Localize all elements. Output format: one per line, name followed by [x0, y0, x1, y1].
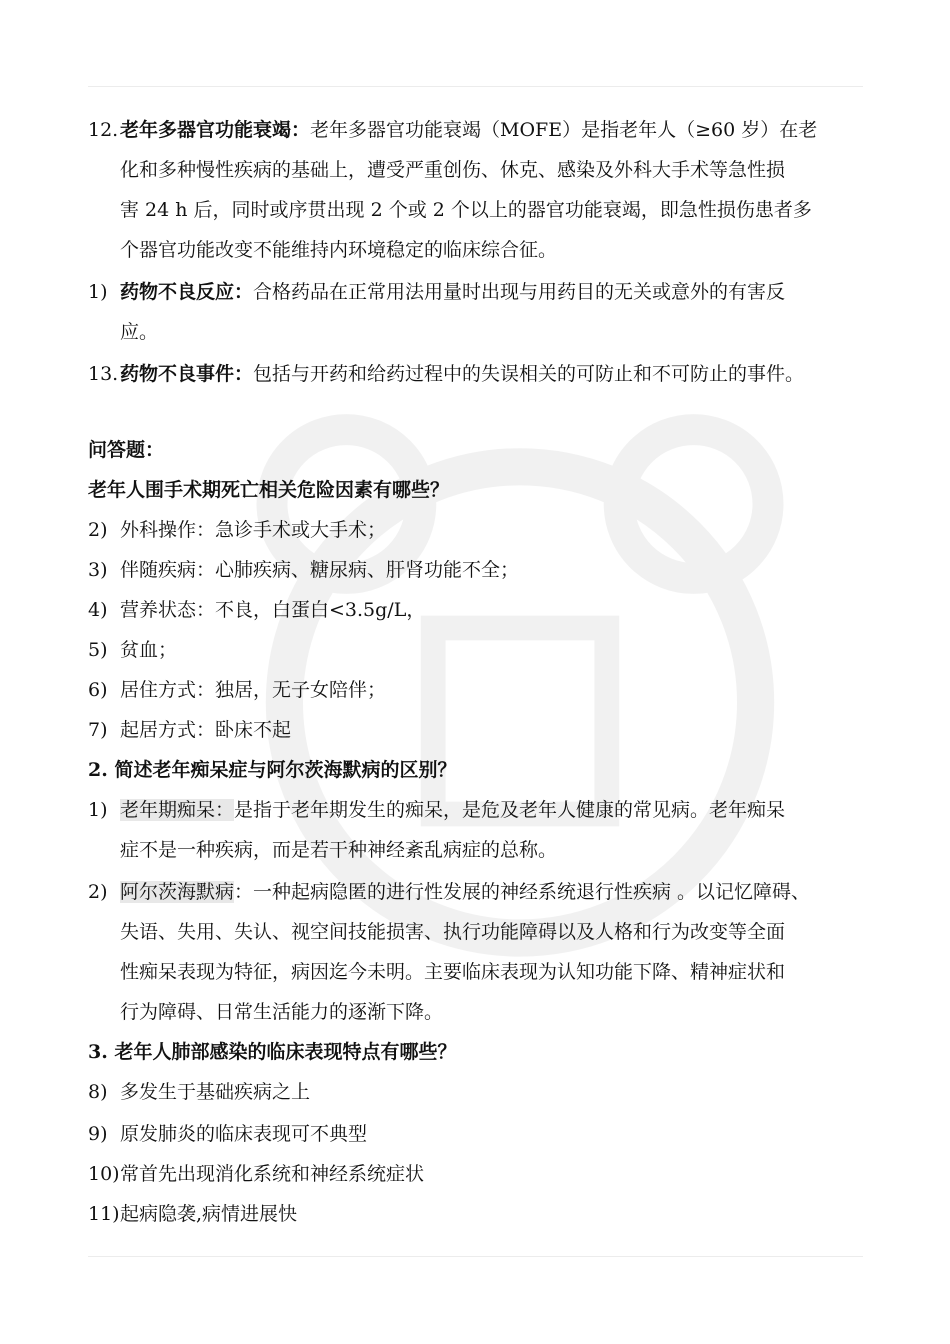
list-item — [88, 798, 785, 822]
definition-12-line-1 — [88, 118, 817, 142]
list-item — [88, 880, 810, 904]
list-item — [88, 678, 386, 702]
item-number: 12. — [88, 119, 119, 141]
item-number: 4) — [88, 599, 108, 621]
definition-13-line-1 — [88, 362, 804, 386]
highlighted-term: 老年期痴呆： — [120, 799, 235, 821]
definition-1-line-1 — [88, 280, 785, 304]
list-item-continuation: 症不是一种疾病，而是若干种神经紊乱病症的总称。 — [120, 839, 558, 861]
item-number: 13. — [88, 363, 119, 385]
definition-12-line-4: 个器官功能改变不能维持内环境稳定的临床综合征。 — [120, 239, 558, 261]
question-1-title: 老年人围手术期死亡相关危险因素有哪些？ — [88, 479, 450, 501]
item-number: 8) — [88, 1081, 108, 1103]
item-text: 营养状态：不良，白蛋白<3.5g/L， — [120, 599, 426, 621]
list-item — [88, 1162, 424, 1186]
list-item — [88, 598, 425, 622]
list-item-continuation: 性痴呆表现为特征，病因迄今未明。主要临床表现为认知功能下降、精神症状和 — [120, 961, 786, 983]
header-rule — [88, 86, 863, 87]
list-item — [88, 558, 519, 582]
qa-heading: 问答题： — [88, 439, 165, 461]
item-text: 起居方式：卧床不起 — [120, 719, 292, 741]
definition-term: 药物不良事件： — [120, 363, 254, 385]
item-number: 6) — [88, 679, 108, 701]
definition-12-line-3: 害 24 h 后，同时或序贯出现 2 个或 2 个以上的器官功能衰竭，即急性损伤患者多 — [120, 199, 812, 221]
definition-term: 药物不良反应： — [120, 281, 254, 303]
definition-text: 合格药品在正常用法用量时出现与用药目的无关或意外的有害反 — [253, 281, 786, 303]
definition-12-line-2: 化和多种慢性疾病的基础上，遭受严重创伤、休克、感染及外科大手术等急性损 — [120, 159, 786, 181]
list-item-continuation: 行为障碍、日常生活能力的逐渐下降。 — [120, 1001, 444, 1023]
item-text: 原发肺炎的临床表现可不典型 — [120, 1123, 368, 1145]
item-number: 2) — [88, 519, 108, 541]
item-text: ：一种起病隐匿的进行性发展的神经系统退行性疾病 。以记忆障碍、 — [234, 881, 811, 903]
list-item-continuation: 失语、失用、失认、视空间技能损害、执行功能障碍以及人格和行为改变等全面 — [120, 921, 786, 943]
definition-text: 包括与开药和给药过程中的失误相关的可防止和不可防止的事件。 — [253, 363, 805, 385]
item-number: 7) — [88, 719, 108, 741]
item-number: 3) — [88, 559, 108, 581]
item-text: 常首先出现消化系统和神经系统症状 — [120, 1163, 425, 1185]
item-number: 1) — [88, 281, 108, 303]
item-number: 5) — [88, 639, 108, 661]
list-item — [88, 518, 386, 542]
item-number: 2) — [88, 881, 108, 903]
definition-term: 老年多器官功能衰竭： — [120, 119, 311, 141]
highlighted-term: 阿尔茨海默病 — [120, 881, 235, 903]
item-text: 居住方式：独居，无子女陪伴； — [120, 679, 387, 701]
list-item — [88, 1080, 310, 1104]
item-text: 伴随疾病：心肺疾病、糖尿病、肝肾功能不全； — [120, 559, 520, 581]
question-3-title: 3. 老年人肺部感染的临床表现特点有哪些？ — [88, 1041, 457, 1063]
item-number: 1) — [88, 799, 108, 821]
definition-1-line-2: 应。 — [120, 321, 159, 343]
definition-text: 老年多器官功能衰竭（MOFE）是指老年人（≥60 岁）在老 — [310, 119, 818, 141]
item-text: 起病隐袭,病情进展快 — [120, 1203, 298, 1225]
footer-rule — [88, 1256, 863, 1257]
item-text: 是指于老年期发生的痴呆，是危及老年人健康的常见病。老年痴呆 — [234, 799, 786, 821]
list-item — [88, 718, 291, 742]
item-number: 11) — [88, 1203, 120, 1225]
item-number: 9) — [88, 1123, 108, 1145]
item-text: 多发生于基础疾病之上 — [120, 1081, 311, 1103]
list-item — [88, 1202, 297, 1226]
item-text: 外科操作：急诊手术或大手术； — [120, 519, 387, 541]
list-item — [88, 1122, 367, 1146]
item-number: 10) — [88, 1163, 120, 1185]
question-2-title: 2. 简述老年痴呆症与阿尔茨海默病的区别？ — [88, 759, 457, 781]
item-text: 贫血； — [120, 639, 178, 661]
list-item — [88, 638, 177, 662]
